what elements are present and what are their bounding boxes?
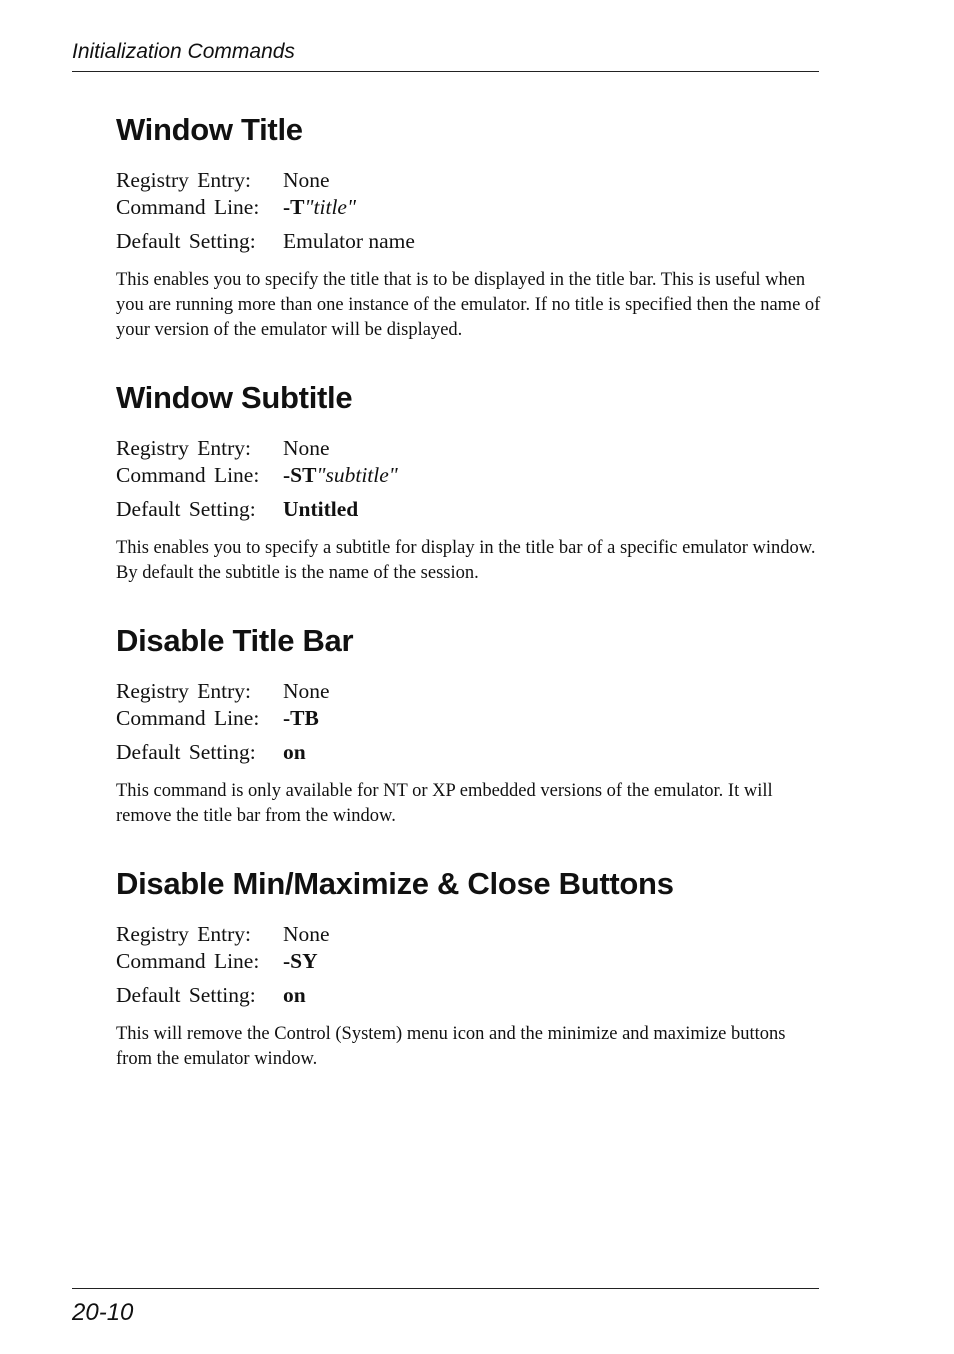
default-setting-value: on — [283, 740, 306, 764]
registry-entry-row — [116, 167, 821, 194]
default-setting-label: Default Setting: — [116, 983, 256, 1007]
default-setting-row — [116, 496, 821, 523]
registry-entry-label: Registry Entry: — [116, 436, 251, 460]
command-flag: -SY — [283, 949, 318, 973]
command-line-label: Command Line: — [116, 463, 260, 487]
default-setting-label: Default Setting: — [116, 497, 256, 521]
registry-entry-label: Registry Entry: — [116, 679, 251, 703]
registry-entry-value: None — [283, 168, 330, 192]
command-line-row — [116, 948, 821, 975]
running-title: Initialization Commands — [72, 40, 295, 63]
section-heading: Window Title — [116, 112, 303, 147]
section-disable-min-max-close — [116, 866, 821, 1072]
default-setting-label: Default Setting: — [116, 229, 256, 253]
command-line-row — [116, 462, 821, 489]
default-setting-row — [116, 228, 821, 255]
default-setting-value: Emulator name — [283, 229, 415, 253]
registry-entry-value: None — [283, 922, 330, 946]
page-header — [72, 40, 819, 72]
section-description: This command is only available for NT or XP embedded versions of the emulator. It will remove the title bar from the window. — [116, 781, 773, 826]
default-setting-value: on — [283, 983, 306, 1007]
registry-entry-value: None — [283, 436, 330, 460]
command-line-row — [116, 705, 821, 732]
default-setting-label: Default Setting: — [116, 740, 256, 764]
command-argument: "subtitle" — [316, 463, 398, 487]
section-description: This enables you to specify a subtitle for display in the title bar of a specific emulator window. By default the subtitle is the name of the session. — [116, 538, 816, 583]
registry-entry-row — [116, 435, 821, 462]
section-heading: Disable Title Bar — [116, 623, 354, 658]
section-window-title — [116, 112, 821, 343]
registry-entry-row — [116, 921, 821, 948]
section-heading: Window Subtitle — [116, 380, 353, 415]
registry-entry-row — [116, 678, 821, 705]
command-line-label: Command Line: — [116, 195, 260, 219]
section-window-subtitle — [116, 380, 821, 586]
default-setting-row — [116, 739, 821, 766]
section-disable-title-bar — [116, 623, 821, 829]
command-line-row — [116, 194, 821, 221]
command-flag: -ST — [283, 463, 317, 487]
registry-entry-label: Registry Entry: — [116, 922, 251, 946]
registry-entry-label: Registry Entry: — [116, 168, 251, 192]
command-line-label: Command Line: — [116, 949, 260, 973]
command-flag: -TB — [283, 706, 319, 730]
section-description: This enables you to specify the title that is to be displayed in the title bar. This is useful when you are running more than one instance of the emulator. If no title is specified then the name of your version of the emulator will be displayed. — [116, 270, 821, 340]
command-flag: -T — [283, 195, 305, 219]
command-line-label: Command Line: — [116, 706, 260, 730]
page-number: 20-10 — [72, 1299, 134, 1326]
registry-entry-value: None — [283, 679, 330, 703]
default-setting-value: Untitled — [283, 497, 359, 521]
section-description: This will remove the Control (System) menu icon and the minimize and maximize buttons from the emulator window. — [116, 1024, 786, 1069]
section-heading: Disable Min/Maximize & Close Buttons — [116, 866, 674, 901]
command-argument: "title" — [304, 195, 356, 219]
page-footer — [72, 1288, 819, 1326]
default-setting-row — [116, 982, 821, 1009]
